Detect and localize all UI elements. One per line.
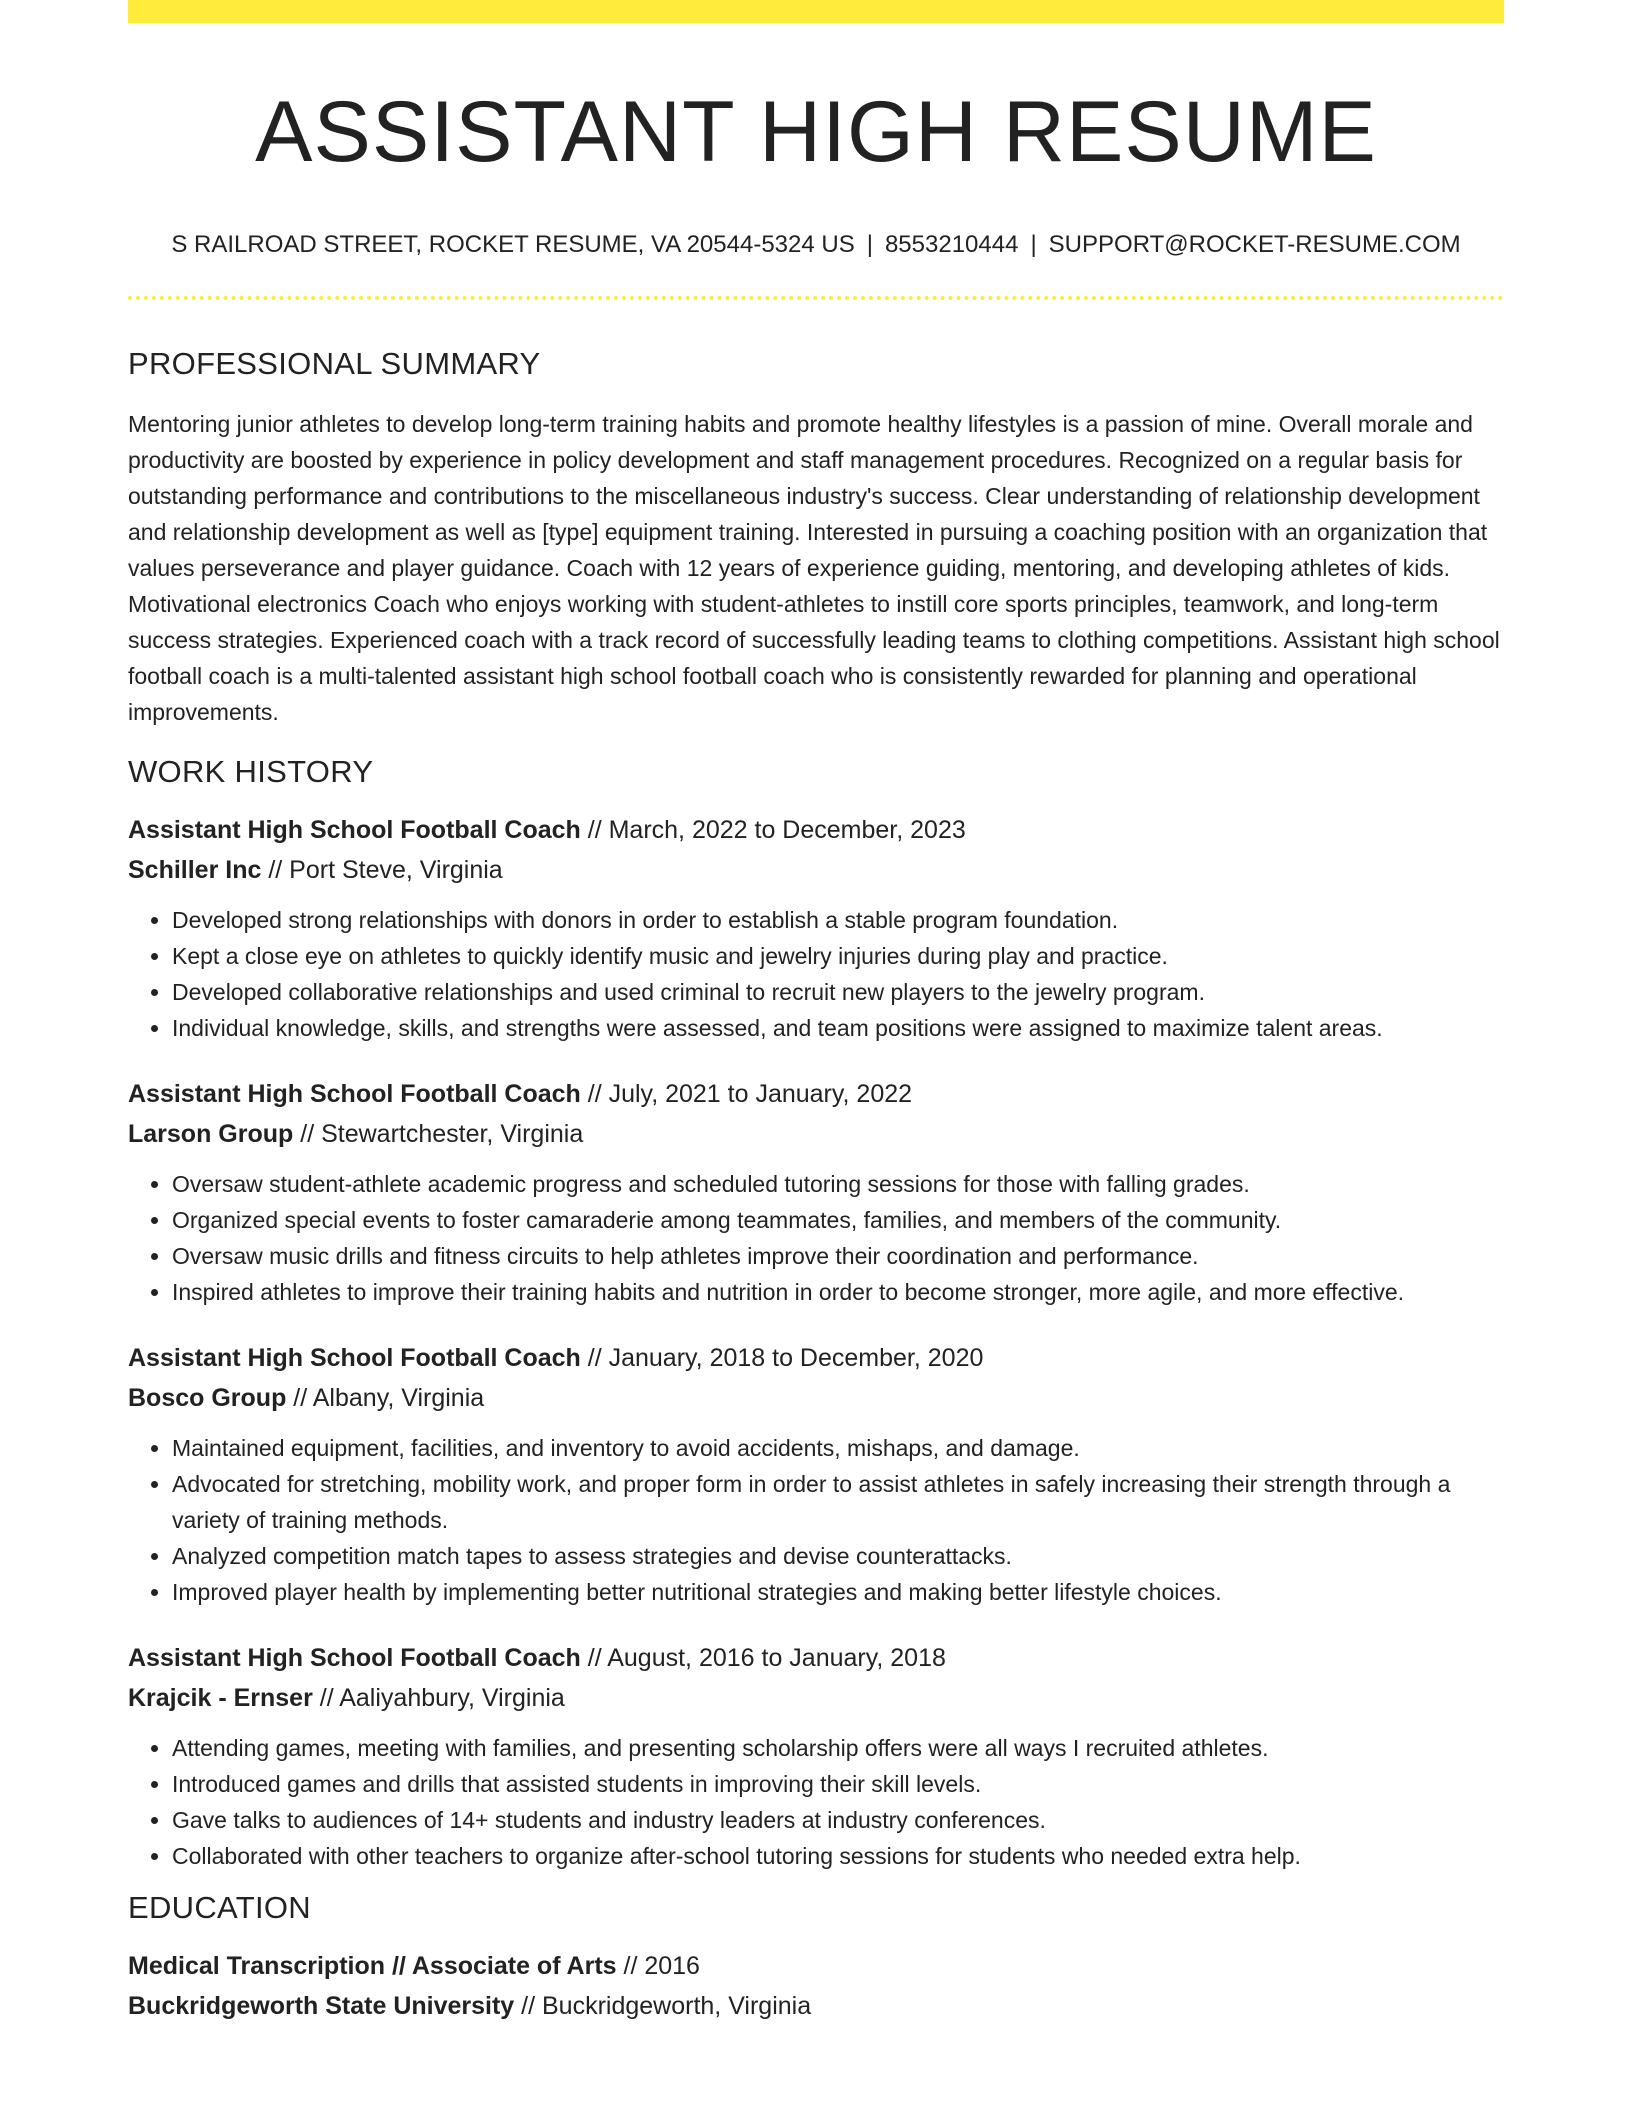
job-company-line: [128, 850, 1504, 890]
job-company: Larson Group: [128, 1120, 294, 1148]
job-dates: // January, 2018 to December, 2020: [580, 1344, 984, 1372]
resume-page: [128, 0, 1504, 2026]
job-dates: // July, 2021 to January, 2022: [580, 1080, 913, 1108]
job-title: Assistant High School Football Coach: [128, 1644, 581, 1672]
contact-address: S RAILROAD STREET, ROCKET RESUME, VA 20544-5324 US: [171, 231, 855, 258]
job-entry: [128, 810, 1504, 1046]
job-company-line: [128, 1678, 1504, 1718]
job-bullet: • Developed collaborative relationships and used criminal to recruit new players to the jewelry program.: [172, 974, 1504, 1010]
job-bullet: • Individual knowledge, skills, and strengths were assessed, and team positions were assigned to maximize talent areas.: [172, 1010, 1504, 1046]
job-entry: [128, 1074, 1504, 1310]
job-bullet: • Oversaw music drills and fitness circuits to help athletes improve their coordination and performance.: [172, 1238, 1504, 1274]
education-location: // Buckridgeworth, Virginia: [514, 1992, 812, 2020]
dotted-divider: [128, 296, 1504, 300]
work-history-heading: WORK HISTORY: [128, 754, 374, 789]
job-bullet: • Advocated for stretching, mobility work, and proper form in order to assist athletes in safely increasing their strength through a variety of training methods.: [172, 1466, 1504, 1538]
job-title: Assistant High School Football Coach: [128, 1080, 581, 1108]
job-title-line: [128, 1338, 1504, 1378]
job-title-line: [128, 810, 1504, 850]
job-location: // Stewartchester, Virginia: [293, 1120, 584, 1148]
education-school: Buckridgeworth State University: [128, 1992, 515, 2020]
job-bullet: • Collaborated with other teachers to organize after-school tutoring sessions for students who needed extra help.: [172, 1838, 1504, 1874]
job-bullets: [128, 1166, 1504, 1310]
job-bullets: [128, 902, 1504, 1046]
job-company-line: [128, 1378, 1504, 1418]
education-year: // 2016: [616, 1952, 700, 1980]
contact-separator: |: [1030, 231, 1037, 258]
job-title: Assistant High School Football Coach: [128, 1344, 581, 1372]
contact-phone: 8553210444: [884, 231, 1019, 258]
resume-name: ASSISTANT HIGH RESUME: [255, 84, 1377, 180]
job-company-line: [128, 1114, 1504, 1154]
contact-email: SUPPORT@ROCKET-RESUME.COM: [1048, 231, 1461, 258]
education-degree: Medical Transcription // Associate of Arts: [128, 1952, 617, 1980]
job-bullet: • Inspired athletes to improve their training habits and nutrition in order to become stronger, more agile, and more effective.: [172, 1274, 1504, 1310]
job-bullet: • Developed strong relationships with donors in order to establish a stable program foundation.: [172, 902, 1504, 938]
education-school-line: [128, 1986, 1504, 2026]
education-heading: EDUCATION: [128, 1890, 311, 1925]
job-bullets: [128, 1430, 1504, 1610]
summary-heading: PROFESSIONAL SUMMARY: [128, 346, 541, 381]
job-bullet: • Analyzed competition match tapes to assess strategies and devise counterattacks.: [172, 1538, 1504, 1574]
education-entry: [128, 1946, 1504, 2026]
job-company: Schiller Inc: [128, 856, 262, 884]
job-title-line: [128, 1074, 1504, 1114]
job-bullet: • Gave talks to audiences of 14+ students and industry leaders at industry conferences.: [172, 1802, 1504, 1838]
job-bullet: • Oversaw student-athlete academic progress and scheduled tutoring sessions for those with falling grades.: [172, 1166, 1504, 1202]
contact-line: [128, 230, 1504, 260]
job-entry: [128, 1338, 1504, 1610]
job-title-line: [128, 1638, 1504, 1678]
summary-text: Mentoring junior athletes to develop long-term training habits and promote healthy lifestyles is a passion of mine. Overall morale and productivity are boosted by experience in policy development and staff management procedures. Recognized on a regular basis for outstanding performance and contributions to the miscellaneous industry's success. Clear understanding of relationship development and relationship development as well as [type] equipment training. Interested in pursuing a coaching position with an organization that values perseverance and player guidance. Coach with 12 years of experience guiding, mentoring, and developing athletes of kids. Motivational electronics Coach who enjoys working with student-athletes to instill core sports principles, teamwork, and long-term success strategies. Experienced coach with a track record of successfully leading teams to clothing competitions. Assistant high school football coach is a multi-talented assistant high school football coach who is consistently rewarded for planning and operational improvements.: [128, 411, 1500, 725]
job-bullets: [128, 1730, 1504, 1874]
job-location: // Aaliyahbury, Virginia: [312, 1684, 565, 1712]
job-title: Assistant High School Football Coach: [128, 816, 581, 844]
job-location: // Port Steve, Virginia: [261, 856, 503, 884]
job-dates: // March, 2022 to December, 2023: [580, 816, 966, 844]
job-bullet: • Improved player health by implementing better nutritional strategies and making better lifestyle choices.: [172, 1574, 1504, 1610]
job-dates: // August, 2016 to January, 2018: [580, 1644, 946, 1672]
job-company: Krajcik - Ernser: [128, 1684, 313, 1712]
contact-separator: |: [866, 231, 873, 258]
job-company: Bosco Group: [128, 1384, 287, 1412]
work-history-list: [128, 810, 1504, 1874]
job-bullet: • Kept a close eye on athletes to quickly identify music and jewelry injuries during play and practice.: [172, 938, 1504, 974]
education-degree-line: [128, 1946, 1504, 1986]
job-bullet: • Attending games, meeting with families, and presenting scholarship offers were all ways I recruited athletes.: [172, 1730, 1504, 1766]
job-bullet: • Organized special events to foster camaraderie among teammates, families, and members of the community.: [172, 1202, 1504, 1238]
job-entry: [128, 1638, 1504, 1874]
job-location: // Albany, Virginia: [286, 1384, 485, 1412]
job-bullet: • Introduced games and drills that assisted students in improving their skill levels.: [172, 1766, 1504, 1802]
job-bullet: • Maintained equipment, facilities, and inventory to avoid accidents, mishaps, and damage.: [172, 1430, 1504, 1466]
